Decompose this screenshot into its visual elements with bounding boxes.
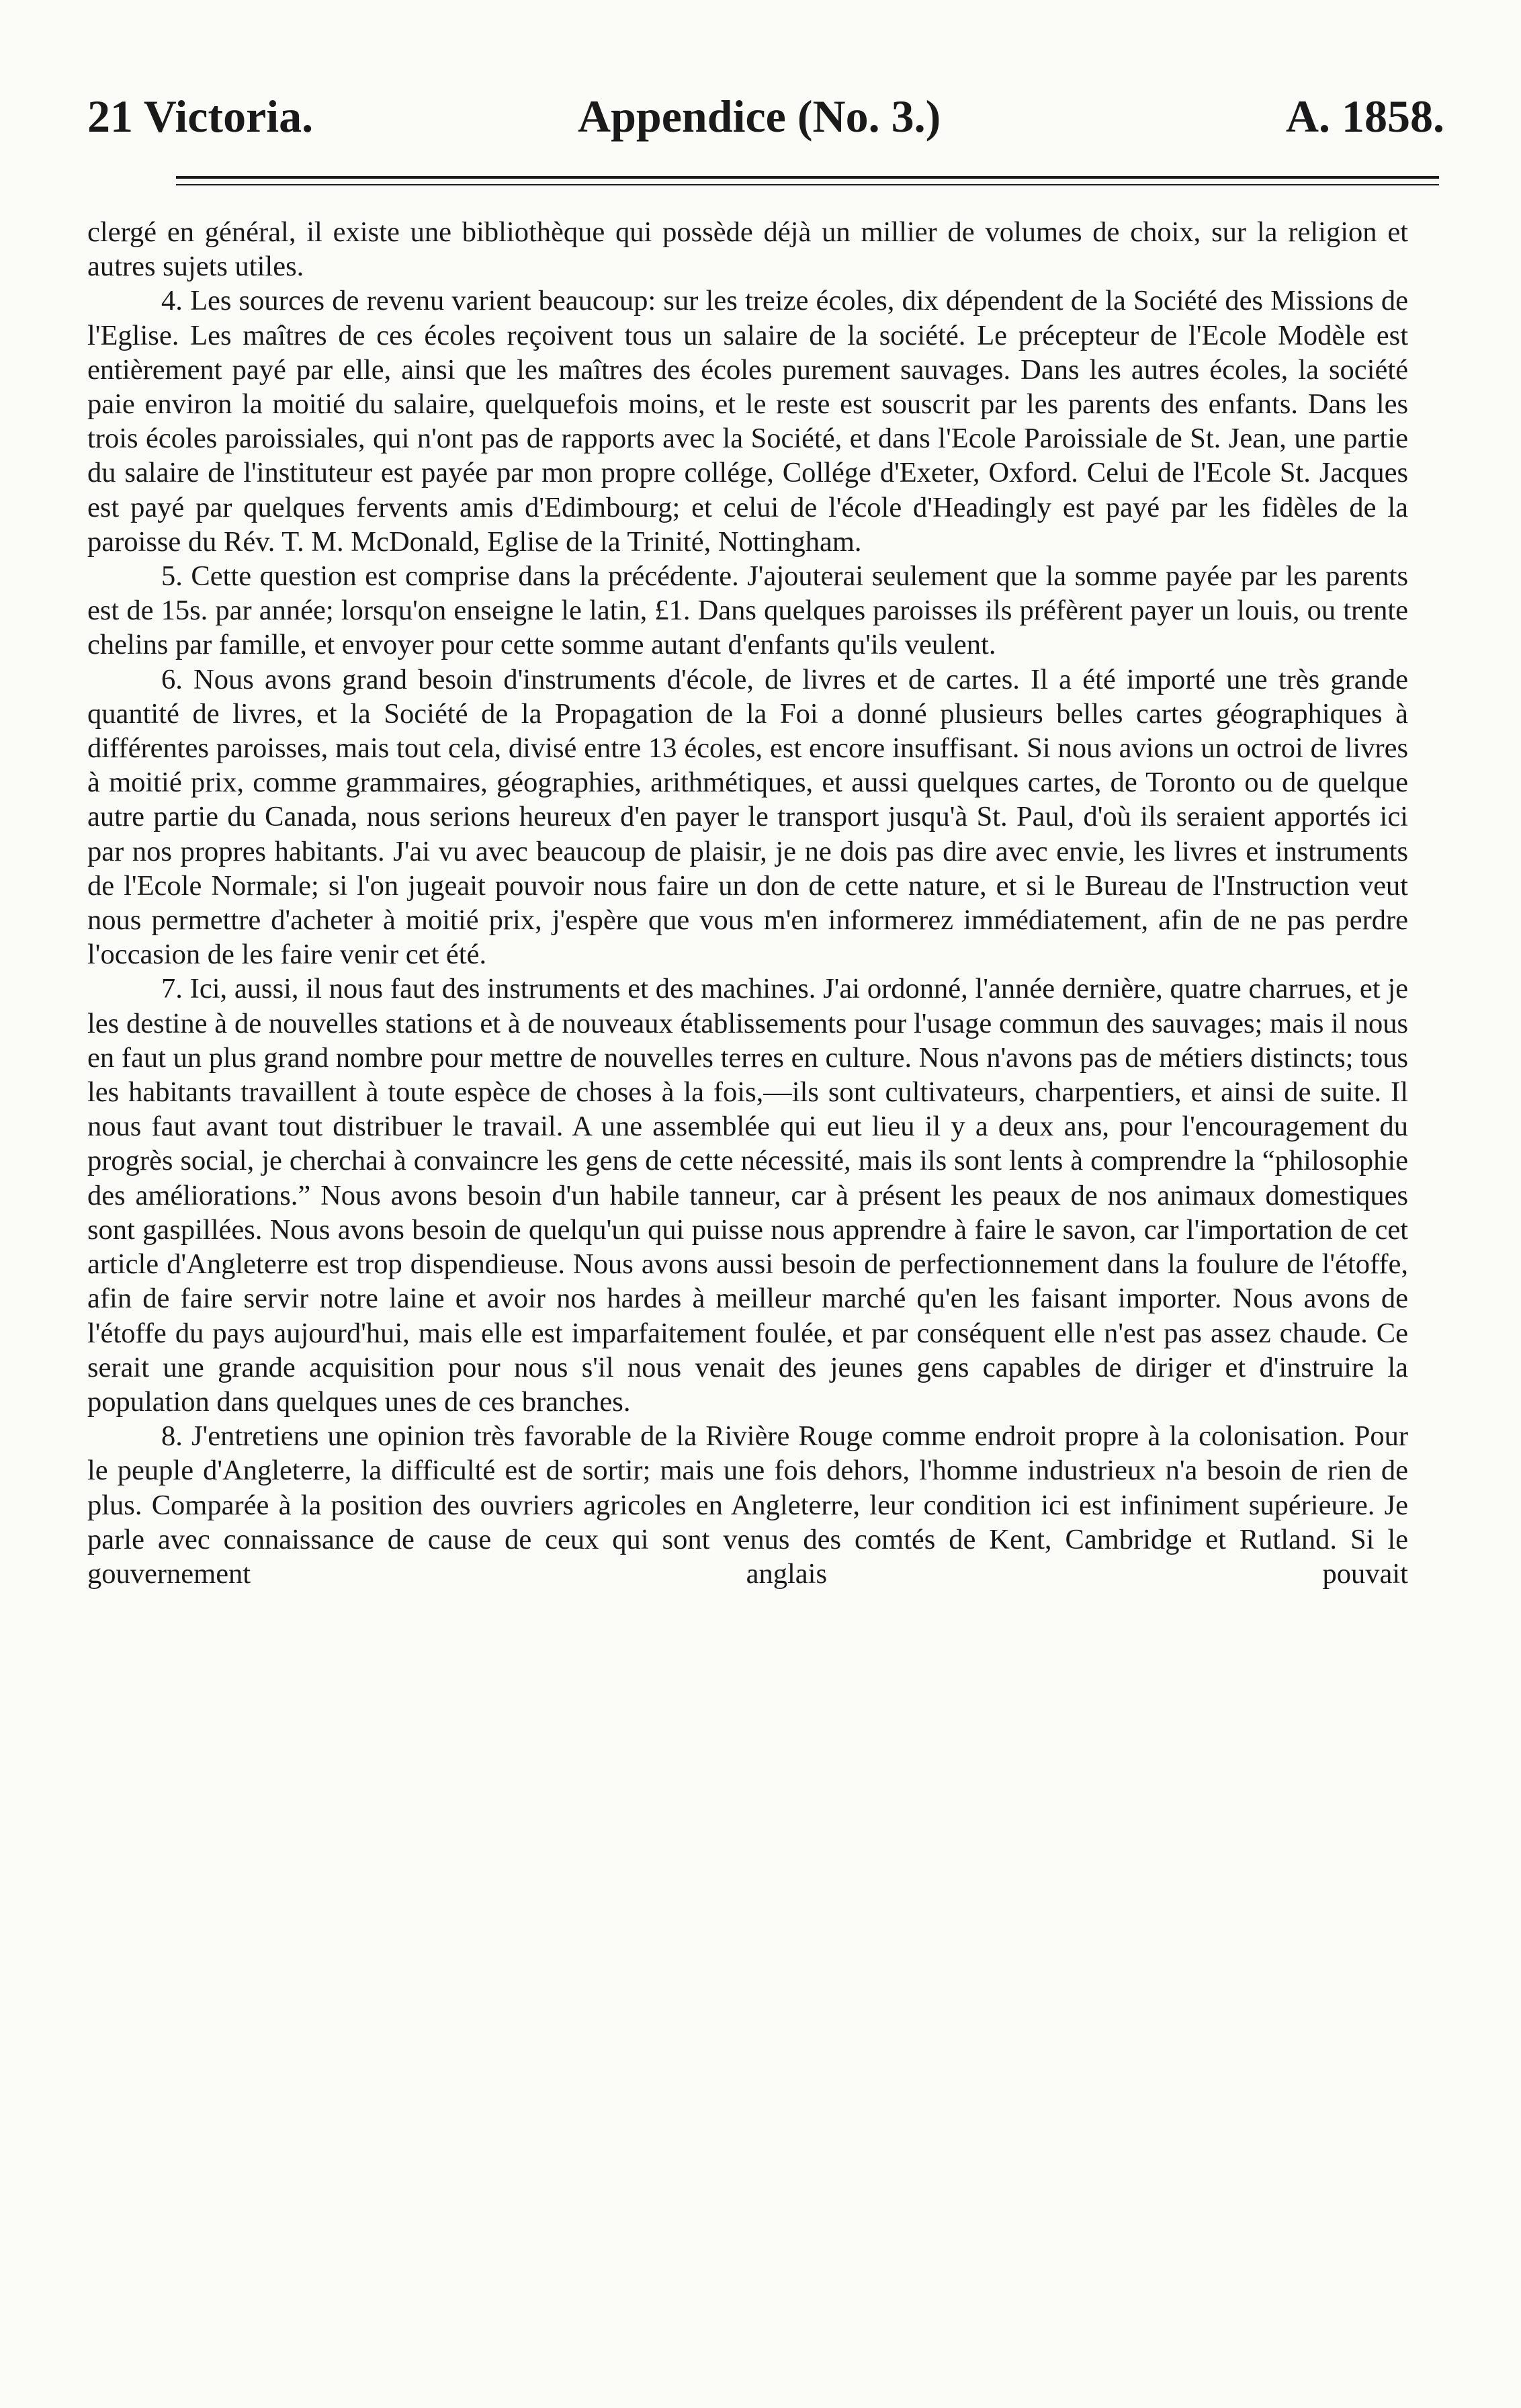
header-session: 21 Victoria. <box>87 91 314 142</box>
paragraph-6: 6. Nous avons grand besoin d'instruments d'école, de livres et de cartes. Il a été importé une très grande quantité de livres, et la Société de la Propagation de la Foi a donné plusieurs belles cartes géographiques à différentes paroisses, mais tout cela, divisé entre 13 écoles, est encore insuffisant. Si nous avions un octroi de livres à moitié prix, comme grammaires, géographies, arithmétiques, et aussi quelques cartes, de Toronto ou de quelque autre partie du Canada, nous serions heureux d'en payer le transport jusqu'à St. Paul, d'où ils seraient apportés ici par nos propres habitants. J'ai vu avec beaucoup de plaisir, je ne dois pas dire avec envie, les livres et instruments de l'Ecole Normale; si l'on jugeait pouvoir nous faire un don de cette nature, et si le Bureau de l'Instruction veut nous permettre d'acheter à moitié prix, j'espère que vous m'en informerez immédiatement, afin de ne pas perdre l'occasion de les faire venir cet été. <box>87 663 1408 971</box>
header-rule-thin <box>176 184 1439 185</box>
paragraph-7: 7. Ici, aussi, il nous faut des instruments et des machines. J'ai ordonné, l'année dernière, quatre charrues, et je les destine à de nouvelles stations et à de nouveaux établissements pour l'usage commun des sauvages; mais il nous en faut un plus grand nombre pour mettre de nouvelles terres en culture. Nous n'avons pas de métiers distincts; tous les habitants travaillent à toute espèce de choses à la fois,—ils sont cultivateurs, charpentiers, et ainsi de suite. Il nous faut avant tout distribuer le travail. A une assemblée qui eut lieu il y a deux ans, pour l'encouragement du progrès social, je cherchai à convaincre les gens de cette nécessité, mais ils sont lents à comprendre la “philosophie des améliorations.” Nous avons besoin d'un habile tanneur, car à présent les peaux de nos animaux domestiques sont gaspillées. Nous avons besoin de quelqu'un qui puisse nous apprendre à faire le savon, car l'importation de cet article d'Angleterre est trop dispendieuse. Nous avons aussi besoin de perfectionnement dans la foulure de l'étoffe, afin de faire servir notre laine et avoir nos hardes à meilleur marché qu'en les faisant importer. Nous avons de l'étoffe du pays aujourd'hui, mais elle est imparfaitement foulée, et par conséquent elle n'est pas assez chaude. Ce serait une grande acquisition pour nous s'il nous venait des jeunes gens capables de diriger et d'instruire la population dans quelques unes de ces branches. <box>87 973 1408 1418</box>
paragraph-continuation: clergé en général, il existe une bibliothèque qui possède déjà un millier de volumes de choix, sur la religion et autres sujets utiles. <box>87 216 1408 283</box>
header-rule-thick <box>176 176 1439 179</box>
paragraph-4: 4. Les sources de revenu varient beaucoup: sur les treize écoles, dix dépendent de la Société des Missions de l'Eglise. Les maîtres de ces écoles reçoivent tous un salaire de la société. Le précepteur de l'Ecole Modèle est entièrement payé par elle, ainsi que les maîtres des écoles purement sauvages. Dans les autres écoles, la société paie environ la moitié du salaire, quelquefois moins, et le reste est souscrit par les parents des enfants. Dans les trois écoles paroissiales, qui n'ont pas de rapports avec la Société, et dans l'Ecole Paroissiale de St. Jean, une partie du salaire de l'instituteur est payée par mon propre collége, Collége d'Exeter, Oxford. Celui de l'Ecole St. Jacques est payé par quelques fervents amis d'Edimbourg; et celui de l'école d'Headingly est payé par les fidèles de la paroisse du Rév. T. M. McDonald, Eglise de la Trinité, Nottingham. <box>87 285 1408 558</box>
paragraph-5: 5. Cette question est comprise dans la précédente. J'ajouterai seulement que la somme payée par les parents est de 15s. par année; lorsqu'on enseigne le latin, £1. Dans quelques paroisses ils préfèrent payer un louis, ou trente chelins par famille, et envoyer pour cette somme autant d'enfants qu'ils veulent. <box>87 560 1408 661</box>
header-year: A. 1858. <box>1285 91 1444 142</box>
body-text <box>87 215 1408 1591</box>
paragraph-8: 8. J'entretiens une opinion très favorable de la Rivière Rouge comme endroit propre à la colonisation. Pour le peuple d'Angleterre, la difficulté est de sortir; mais une fois dehors, l'homme industrieux n'a besoin de rien de plus. Comparée à la position des ouvriers agricoles en Angleterre, leur condition ici est infiniment supérieure. Je parle avec connaissance de cause de ceux qui sont venus des comtés de Kent, Cambridge et Rutland. Si le gouvernement anglais pouvait <box>87 1420 1408 1590</box>
running-header <box>87 79 1444 153</box>
header-appendix: Appendice (No. 3.) <box>578 91 941 142</box>
